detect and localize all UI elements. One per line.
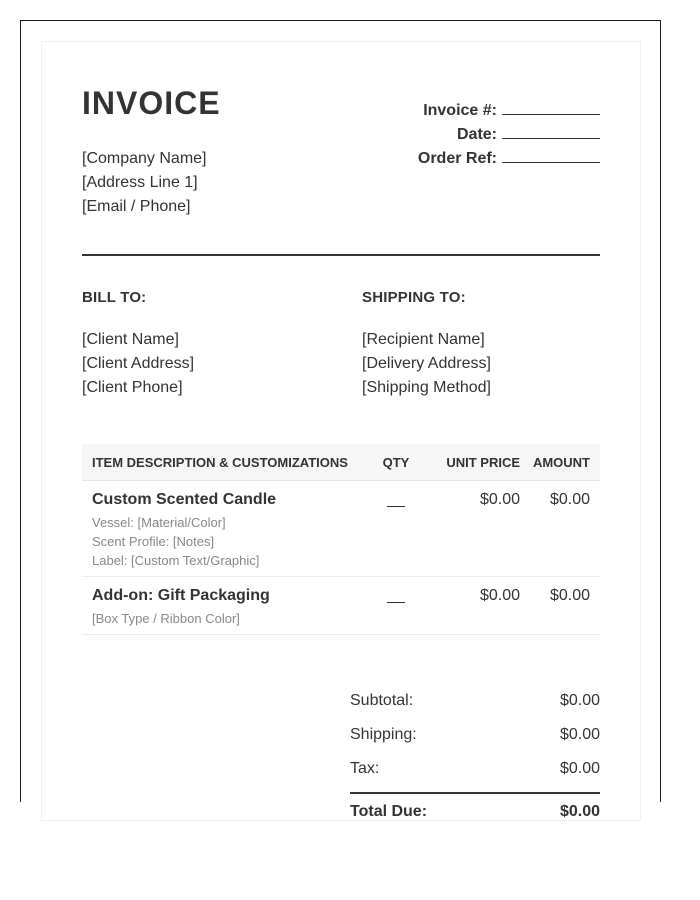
tax-value: $0.00 [559,760,600,777]
header-qty: QTY [382,454,410,470]
shipping-label: Shipping: [350,726,417,743]
order-ref-blank [502,148,600,163]
invoice-date-row [418,123,600,147]
shipping-value: $0.00 [559,726,600,743]
item-qty: __ [387,491,405,508]
tax-row [350,757,600,791]
invoice-meta [418,99,600,171]
shipping-to-block [362,289,491,400]
client-address: [Client Address] [82,355,195,372]
invoice-number-blank [502,100,600,115]
item-description [82,491,372,570]
bill-to-block [82,289,194,400]
items-table [82,444,600,635]
item-description [82,587,372,628]
invoice-number-label: Invoice #: [423,102,497,119]
item-unit-price: $0.00 [479,587,520,604]
subtotal-label: Subtotal: [350,692,414,709]
item-name: Custom Scented Candle [92,491,277,508]
item-qty: __ [387,587,405,604]
item-detail: [Box Type / Ribbon Color] [92,611,240,626]
shipping-row [350,723,600,757]
company-address: [Address Line 1] [82,174,198,191]
company-name: [Company Name] [82,150,207,167]
order-ref-label: Order Ref: [417,150,497,167]
totals-block [350,689,600,822]
item-detail: Scent Profile: [Notes] [92,534,215,549]
client-name: [Client Name] [82,331,179,348]
total-due-row [350,802,600,822]
item-name: Add-on: Gift Packaging [92,587,270,604]
tax-label: Tax: [350,760,380,777]
bill-to-heading: BILL TO: [82,289,147,306]
subtotal-value: $0.00 [559,692,600,709]
delivery-address: [Delivery Address] [362,355,491,372]
totals-divider [350,792,600,794]
header-divider [82,254,600,256]
company-info [82,147,207,219]
header-unit-price: UNIT PRICE [446,454,520,470]
item-detail: Label: [Custom Text/Graphic] [92,553,260,568]
invoice-date-label: Date: [456,126,497,143]
item-detail: Vessel: [Material/Color] [92,515,226,530]
invoice-date-blank [502,124,600,139]
order-ref-row [418,147,600,171]
shipping-to-heading: SHIPPING TO: [362,289,466,306]
total-due-value: $0.00 [559,803,600,820]
subtotal-row [350,689,600,723]
shipping-method: [Shipping Method] [362,379,491,396]
item-unit-price: $0.00 [479,491,520,508]
item-amount: $0.00 [549,587,590,604]
item-amount: $0.00 [549,491,590,508]
recipient-name: [Recipient Name] [362,331,485,348]
header-description: ITEM DESCRIPTION & CUSTOMIZATIONS [92,454,348,470]
invoice-number-row [418,99,600,123]
invoice-title: INVOICE [82,85,221,121]
table-row [82,577,600,635]
company-contact: [Email / Phone] [82,198,191,215]
total-due-label: Total Due: [350,803,428,820]
table-row [82,481,600,577]
header-amount: AMOUNT [532,454,590,470]
client-phone: [Client Phone] [82,379,183,396]
items-table-header [82,444,600,481]
document-frame [20,20,661,820]
